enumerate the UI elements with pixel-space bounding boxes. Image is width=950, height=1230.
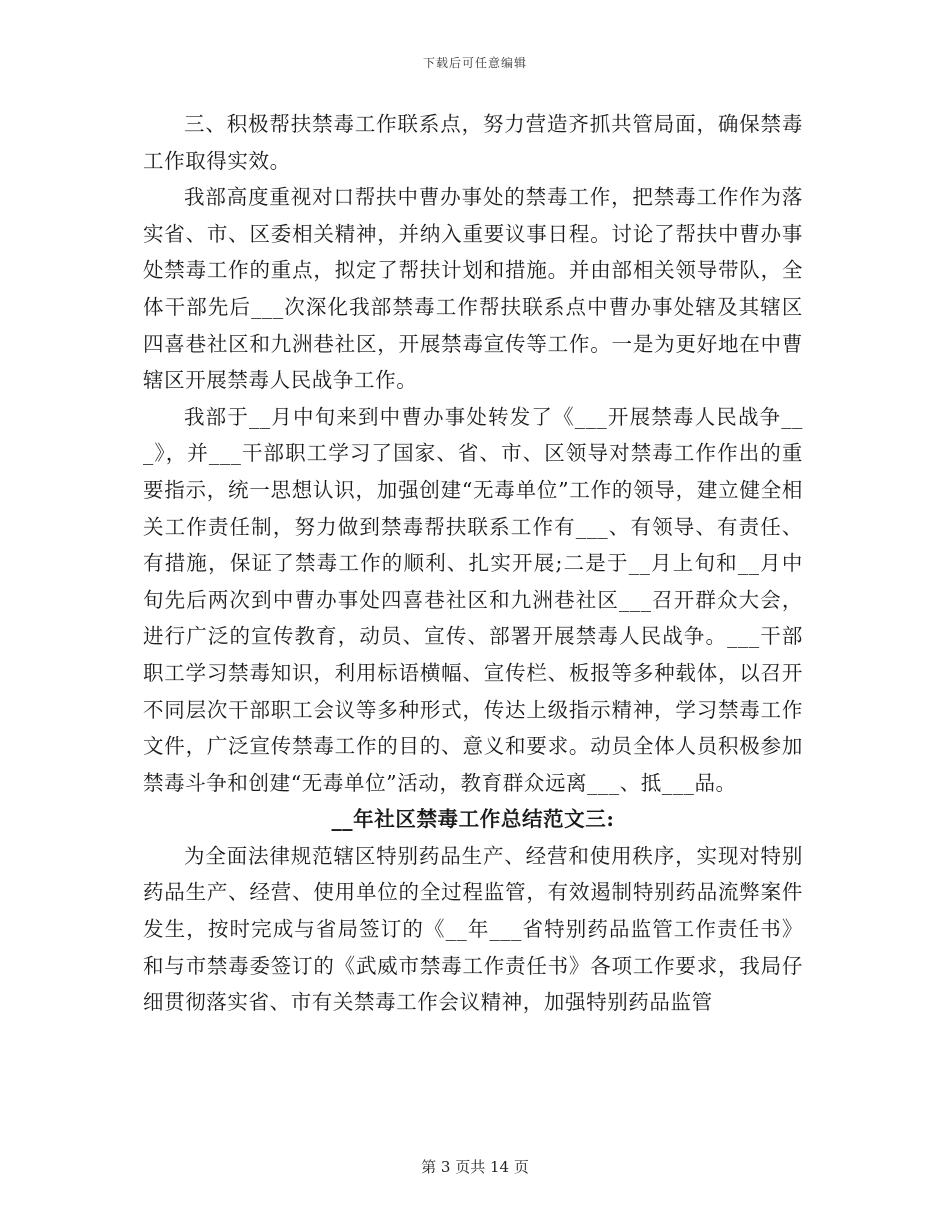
page-number: 第 3 页共 14 页 [421,1158,529,1176]
section-title: __年社区禁毒工作总结范文三: [331,807,615,832]
header-note: 下载后可任意编辑 [422,56,527,70]
paragraph-4: 为全面法律规范辖区特别药品生产、经营和使用秩序，实现对特别药品生产、经营、使用单位的全过程监管，有效遏制特别药品流弊案件发生，按时完成与省局签订的《__年___省特别药品监管工作责任书》和与市禁毒委签订的《武威市禁毒工作责任书》各项工作要求，我局仔细贯彻落实省、市有关禁毒工作会议精神，加强特别药品监管 [143,843,803,1015]
paragraph-2: 我部高度重视对口帮扶中曹办事处的禁毒工作，把禁毒工作作为落实省、市、区委相关精神，并纳入重要议事日程。讨论了帮扶中曹办事处禁毒工作的重点，拟定了帮扶计划和措施。并由部相关领导带队，全体干部先后___次深化我部禁毒工作帮扶联系点中曹办事处辖及其辖区四喜巷社区和九洲巷社区，开展禁毒宣传等工作。一是为更好地在中曹辖区开展禁毒人民战争工作。 [143,185,803,393]
document-body [143,106,803,1021]
paragraph-1: 三、积极帮扶禁毒工作联系点，努力营造齐抓共管局面，确保禁毒工作取得实效。 [143,112,803,173]
paragraph-3: 我部于__月中旬来到中曹办事处转发了《___开展禁毒人民战争___》，并___干部职工学习了国家、省、市、区领导对禁毒工作作出的重要指示，统一思想认识，加强创建“无毒单位”工作的领导，建立健全相关工作责任制，努力做到禁毒帮扶联系工作有___、有领导、有责任、有措施，保证了禁毒工作的顺利、扎实开展;二是于__月上旬和__月中旬先后两次到中曹办事处四喜巷社区和九洲巷社区___召开群众大会，进行广泛的宣传教育，动员、宣传、部署开展禁毒人民战争。___干部职工学习禁毒知识，利用标语横幅、宣传栏、板报等多种载体，以召开不同层次干部职工会议等多种形式，传达上级指示精神，学习禁毒工作文件，广泛宣传禁毒工作的目的、意义和要求。动员全体人员积极参加禁毒斗争和创建“无毒单位”活动，教育群众远离___、抵___品。 [143,404,803,795]
